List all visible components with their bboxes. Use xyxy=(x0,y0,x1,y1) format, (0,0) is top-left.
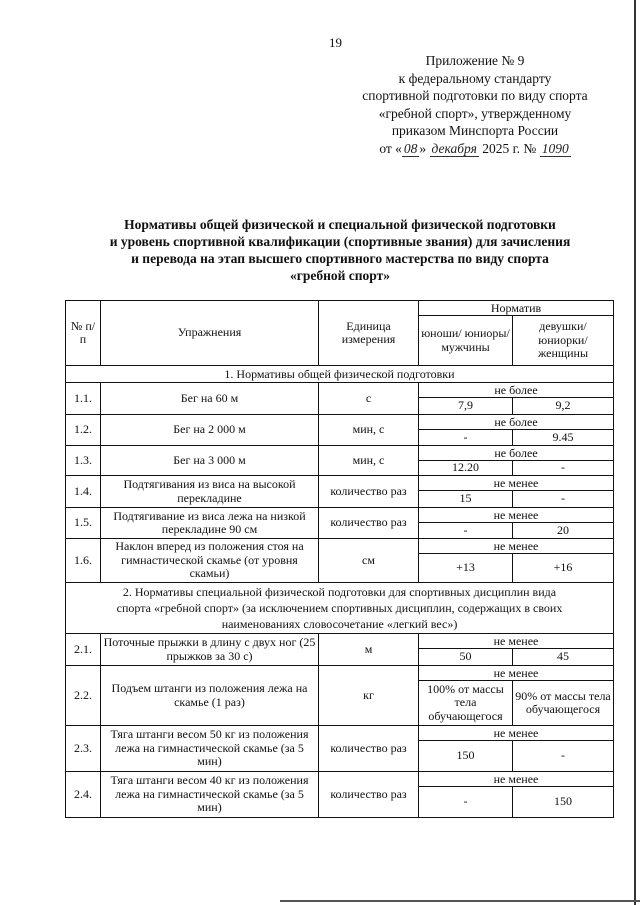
title-line: Нормативы общей физической и специальной физической подготовки xyxy=(124,217,556,232)
appendix-line: «гребной спорт», утвержденному xyxy=(378,105,572,121)
value-boys: 15 xyxy=(419,491,513,508)
handwritten-order-number: 1090 xyxy=(541,140,569,156)
header-num: № п/п xyxy=(66,301,101,366)
table-row xyxy=(66,415,614,430)
unit: количество раз xyxy=(319,508,419,539)
norm-condition: не менее xyxy=(419,508,614,523)
title-line: и перевода на этап высшего спортивного мастерства по виду спорта xyxy=(131,251,549,266)
value-girls: - xyxy=(513,741,614,772)
value-boys: - xyxy=(419,523,513,539)
value-girls: 90% от массы тела обучающегося xyxy=(513,681,614,726)
page-number: 19 xyxy=(329,35,342,50)
value-girls: - xyxy=(513,491,614,508)
table-row xyxy=(66,476,614,491)
header-girls: девушки/ юниорки/ женщины xyxy=(513,316,614,366)
date-prefix: от « xyxy=(379,140,402,156)
header-boys: юноши/ юниоры/ мужчины xyxy=(419,316,513,366)
value-boys: - xyxy=(419,787,513,818)
norm-condition: не менее xyxy=(419,476,614,491)
table-row xyxy=(66,634,614,649)
unit: мин, с xyxy=(319,446,419,476)
appendix-line: спортивной подготовки по виду спорта xyxy=(362,88,588,103)
norm-condition: не более xyxy=(419,415,614,430)
value-girls: 45 xyxy=(513,649,614,666)
exercise-name: Подъем штанги из положения лежа на скамье (1 раз) xyxy=(101,666,319,726)
value-girls: 150 xyxy=(513,787,614,818)
unit: см xyxy=(319,539,419,583)
row-number: 1.1. xyxy=(66,383,101,415)
norm-condition: не менее xyxy=(419,772,614,787)
row-number: 2.2. xyxy=(66,666,101,726)
appendix-line: к федеральному стандарту xyxy=(398,70,552,86)
table-row xyxy=(66,666,614,681)
unit: мин, с xyxy=(319,415,419,446)
norm-condition: не менее xyxy=(419,634,614,649)
row-number: 1.4. xyxy=(66,476,101,508)
exercise-name: Тяга штанги весом 50 кг из положения лежа на гимнастической скамье (за 5 мин) xyxy=(101,726,319,772)
document-title xyxy=(60,216,620,284)
row-number: 1.5. xyxy=(66,508,101,539)
value-boys: 12.20 xyxy=(419,461,513,476)
section-row xyxy=(66,583,614,634)
value-boys: 50 xyxy=(419,649,513,666)
standards-table xyxy=(65,300,614,818)
row-number: 2.1. xyxy=(66,634,101,666)
unit: количество раз xyxy=(319,476,419,508)
value-boys: 100% от массы тела обучающегося xyxy=(419,681,513,726)
unit: количество раз xyxy=(319,726,419,772)
exercise-name: Бег на 60 м xyxy=(101,383,319,415)
table-row xyxy=(66,726,614,741)
value-girls: 20 xyxy=(513,523,614,539)
exercise-name: Подтягивание из виса лежа на низкой перекладине 90 см xyxy=(101,508,319,539)
table-row xyxy=(66,539,614,554)
table-row xyxy=(66,446,614,461)
norm-condition: не менее xyxy=(419,539,614,554)
table-row xyxy=(66,383,614,398)
title-line: «гребной спорт» xyxy=(289,268,391,283)
table-row xyxy=(66,772,614,787)
header-norm: Норматив xyxy=(419,301,614,316)
exercise-name: Наклон вперед из положения стоя на гимнастической скамье (от уровня скамьи) xyxy=(101,539,319,583)
value-boys: 150 xyxy=(419,741,513,772)
section-title: 1. Нормативы общей физической подготовки xyxy=(66,366,614,383)
scan-edge xyxy=(280,900,640,902)
value-boys: 7,9 xyxy=(419,398,513,415)
appendix-header xyxy=(330,52,620,157)
value-girls: - xyxy=(513,461,614,476)
row-number: 2.3. xyxy=(66,726,101,772)
title-line: и уровень спортивной квалификации (спортивные звания) для зачисления xyxy=(109,234,571,249)
row-number: 2.4. xyxy=(66,772,101,818)
order-date-line xyxy=(330,140,620,158)
norm-condition: не более xyxy=(419,446,614,461)
section-row xyxy=(66,366,614,383)
exercise-name: Подтягивания из виса на высокой перекладине xyxy=(101,476,319,508)
value-girls: 9,2 xyxy=(513,398,614,415)
header-exercise: Упражнения xyxy=(101,301,319,366)
exercise-name: Бег на 2 000 м xyxy=(101,415,319,446)
unit: кг xyxy=(319,666,419,726)
date-year: 2025 г. № xyxy=(482,140,537,156)
appendix-line: приказом Минспорта России xyxy=(391,123,559,138)
header-unit: Единица измерения xyxy=(319,301,419,366)
exercise-name: Тяга штанги весом 40 кг из положения лежа на гимнастической скамье (за 5 мин) xyxy=(101,772,319,818)
appendix-line: Приложение № 9 xyxy=(425,53,525,68)
handwritten-month: декабря xyxy=(431,140,477,156)
row-number: 1.3. xyxy=(66,446,101,476)
norm-condition: не менее xyxy=(419,726,614,741)
handwritten-day: 08 xyxy=(403,140,418,156)
value-boys: +13 xyxy=(419,554,513,583)
unit: с xyxy=(319,383,419,415)
value-girls: +16 xyxy=(513,554,614,583)
section-title: 2. Нормативы специальной физической подготовки для спортивных дисциплин вида спорта «гребной спорт» (за исключением спортивных дисциплин, содержащих в своих наименованиях словосочетание «легкий вес») xyxy=(66,583,614,634)
exercise-name: Поточные прыжки в длину с двух ног (25 прыжков за 30 с) xyxy=(101,634,319,666)
scan-edge xyxy=(634,0,636,905)
value-boys: - xyxy=(419,430,513,446)
row-number: 1.2. xyxy=(66,415,101,446)
table-row xyxy=(66,508,614,523)
exercise-name: Бег на 3 000 м xyxy=(101,446,319,476)
row-number: 1.6. xyxy=(66,539,101,583)
norm-condition: не менее xyxy=(419,666,614,681)
unit: количество раз xyxy=(319,772,419,818)
unit: м xyxy=(319,634,419,666)
date-mid: » xyxy=(419,140,427,156)
norm-condition: не более xyxy=(419,383,614,398)
value-girls: 9.45 xyxy=(513,430,614,446)
